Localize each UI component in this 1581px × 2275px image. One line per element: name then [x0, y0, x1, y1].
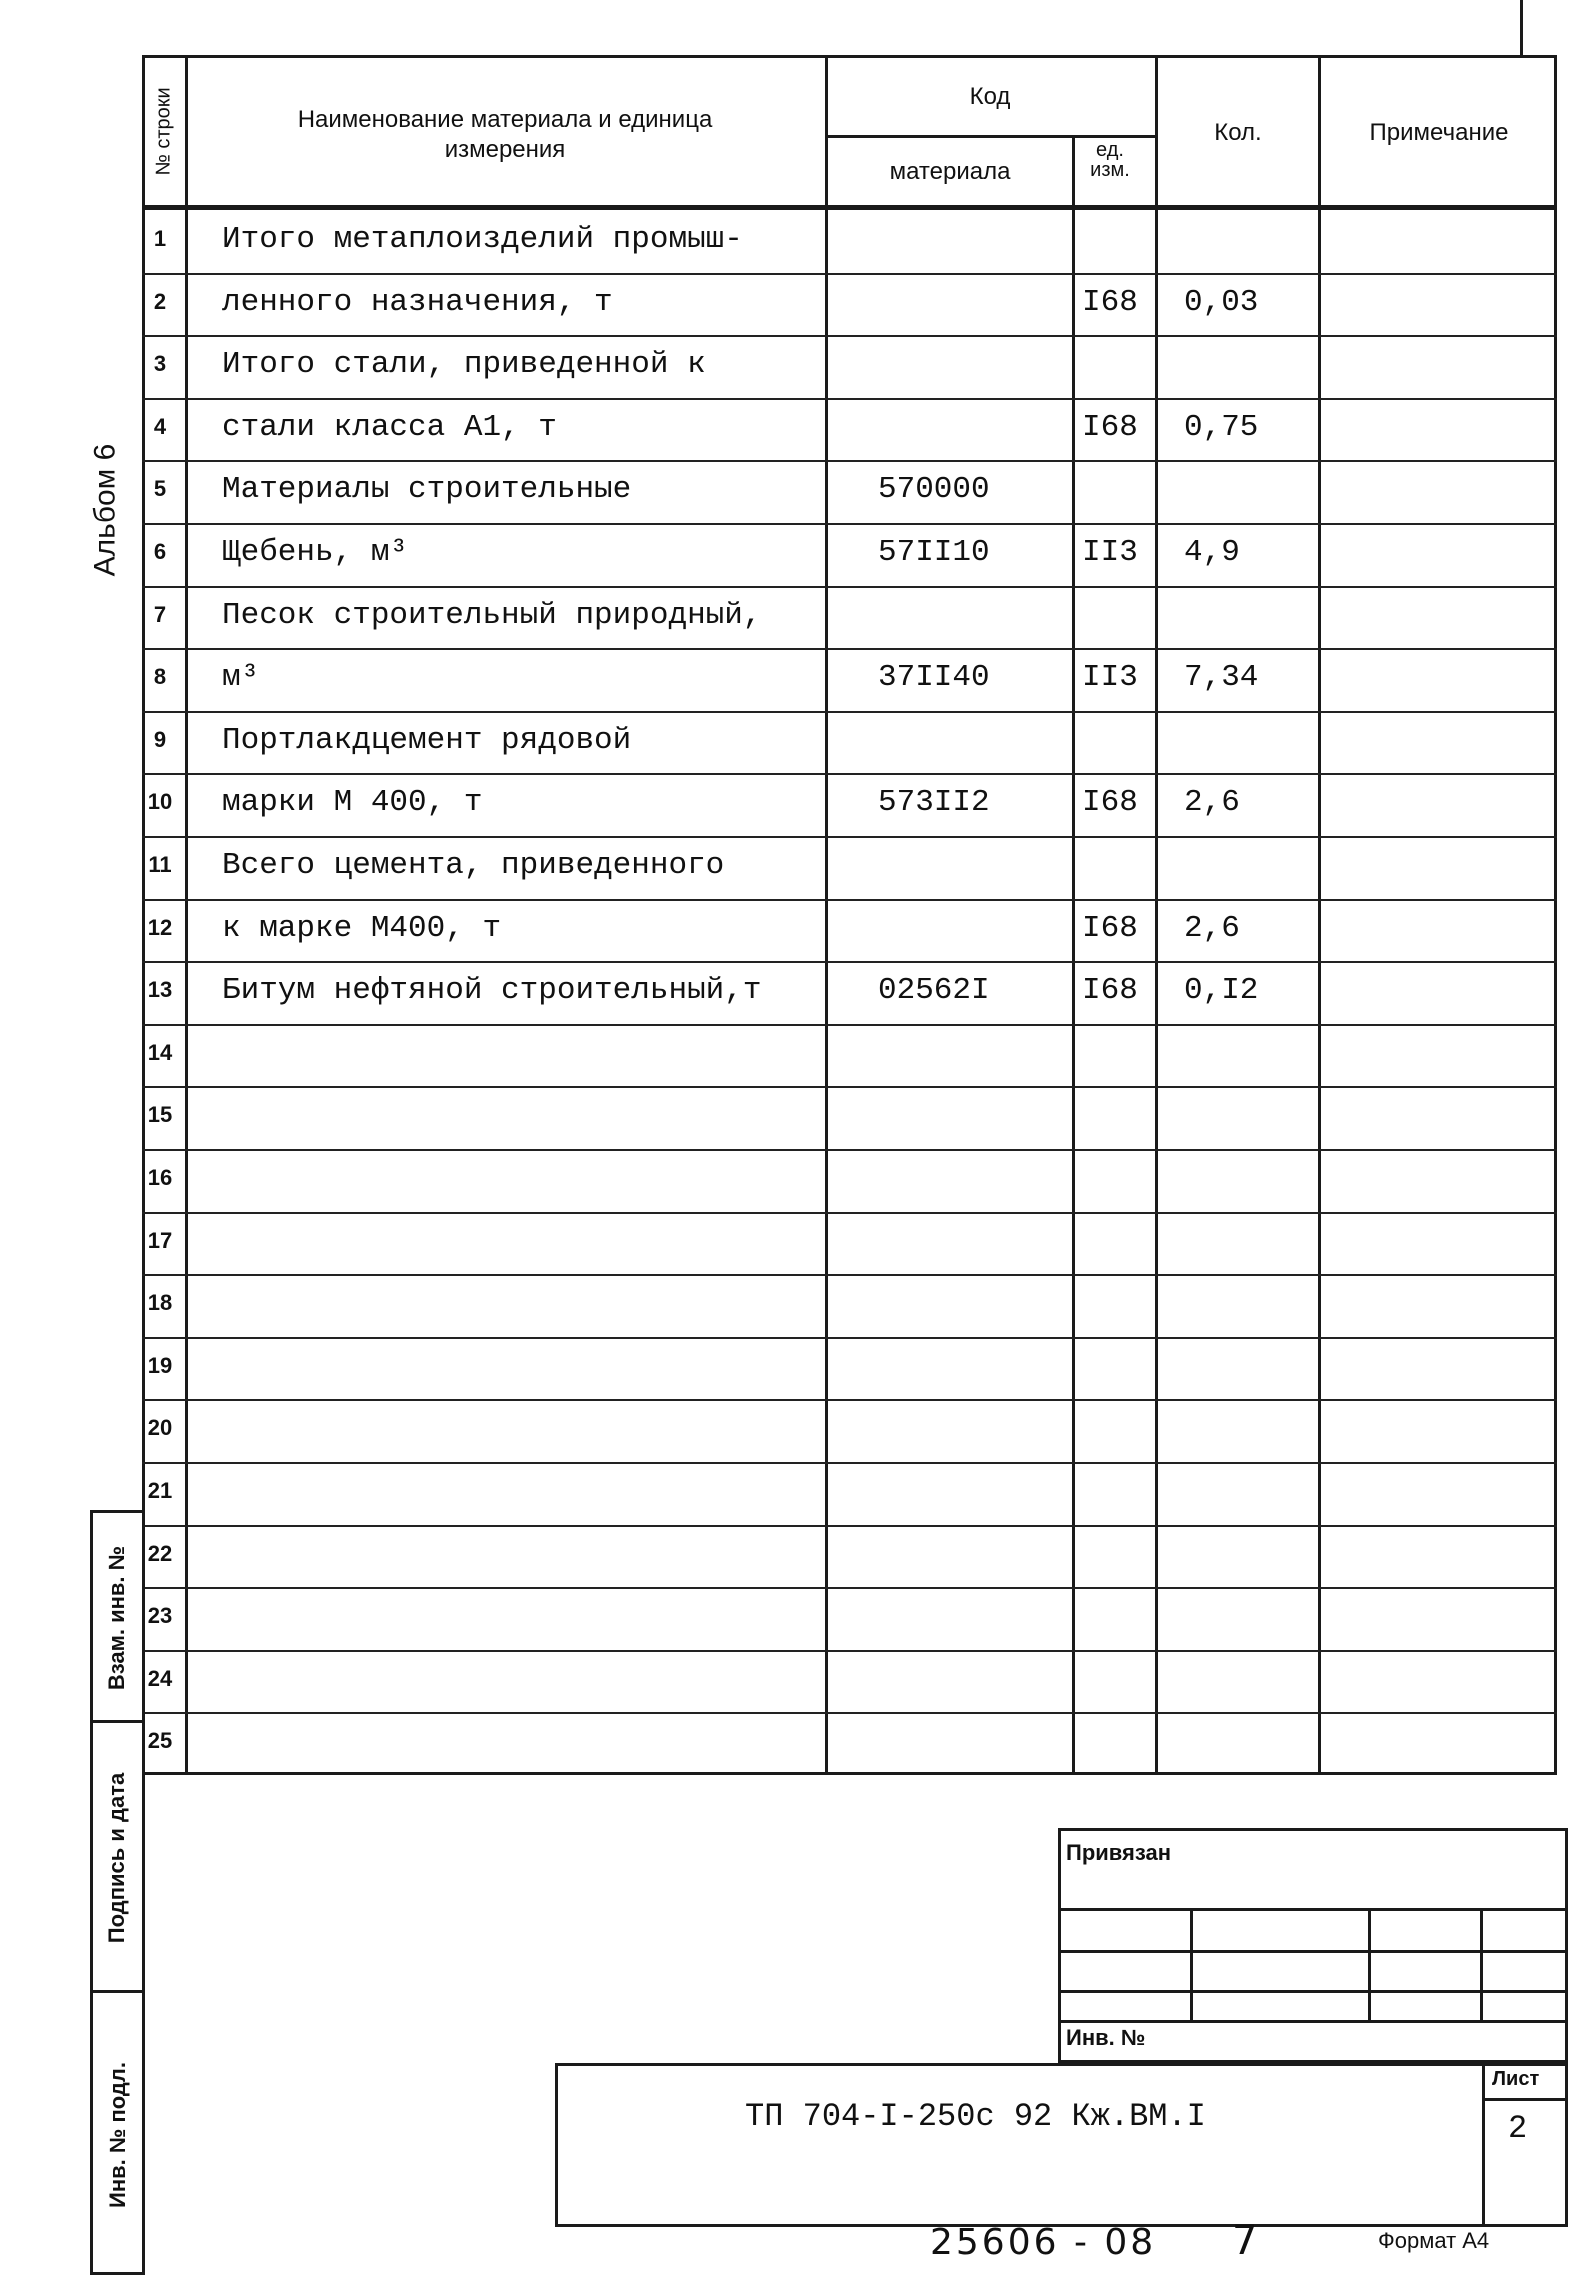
- cell-name: Битум нефтяной строительный,т: [222, 973, 762, 1009]
- cell-unit: II3: [1082, 660, 1138, 696]
- cell-unit: II3: [1082, 535, 1138, 570]
- cell-unit: I68: [1082, 910, 1138, 946]
- row-line: [142, 1086, 1557, 1088]
- cell-code: 37II40: [878, 660, 990, 696]
- footer-format: Формат А4: [1378, 2228, 1490, 2253]
- sheet-label-line: [1482, 2098, 1568, 2101]
- cell-unit: I68: [1082, 973, 1138, 1009]
- privyazan-line-4: [1058, 2020, 1568, 2023]
- row-number: 24: [147, 1665, 173, 1691]
- row-line: [142, 899, 1557, 901]
- row-number: 7: [153, 601, 167, 627]
- row-number: 2: [153, 288, 167, 314]
- side-inv-podl: [90, 1995, 145, 2275]
- row-number: 5: [153, 476, 167, 502]
- col-sep-unit: [1155, 55, 1158, 1775]
- row-line: [142, 836, 1557, 838]
- cell-name: Итого метаплоизделий промыш-: [222, 222, 743, 257]
- row-number: 21: [147, 1478, 173, 1503]
- cell-name: марки М 400, т: [222, 785, 483, 821]
- side-signature-date: [90, 1725, 145, 1990]
- header-code-material: материала: [889, 158, 1011, 185]
- side-inv-vzam-text: Взам. инв. №: [104, 1545, 130, 1690]
- row-line: [142, 1399, 1557, 1401]
- row-number: 10: [147, 789, 173, 815]
- row-number: 16: [147, 1165, 173, 1190]
- cell-code: 570000: [878, 472, 990, 508]
- cell-name: Всего цемента, приведенного: [222, 848, 725, 883]
- row-number: 11: [148, 852, 172, 877]
- row-number: 23: [147, 1603, 173, 1629]
- col-sep-rownum: [185, 55, 188, 1775]
- privyazan-col-2: [1368, 1908, 1371, 2020]
- row-number: 1: [153, 226, 167, 251]
- row-line: [142, 711, 1557, 713]
- row-number: 17: [147, 1227, 173, 1253]
- cell-name: Итого стали, приведенной к: [222, 347, 706, 383]
- row-line: [142, 773, 1557, 775]
- row-line: [142, 460, 1557, 462]
- cell-code: 573II2: [878, 785, 990, 821]
- side-inv-vzam: [90, 1515, 145, 1720]
- row-line: [142, 1525, 1557, 1527]
- row-number: 22: [147, 1540, 173, 1566]
- privyazan-line-3: [1058, 1990, 1568, 1993]
- cell-qty: 0,75: [1184, 409, 1259, 445]
- cell-qty: 7,34: [1184, 660, 1259, 696]
- col-sep-qty: [1318, 55, 1321, 1775]
- cell-unit: I68: [1082, 409, 1138, 445]
- side-inv-podl-text: Инв. № подл.: [104, 2062, 130, 2208]
- row-number: 14: [147, 1039, 173, 1065]
- row-line: [142, 1274, 1557, 1276]
- cell-name: м³: [222, 660, 260, 696]
- row-number: 25: [147, 1728, 173, 1754]
- header-bottom-line: [142, 205, 1557, 210]
- col-sep-name: [825, 55, 828, 1775]
- col-sep-code: [1072, 135, 1075, 1775]
- album-label: [75, 410, 135, 610]
- cell-code: 02562I: [878, 973, 990, 1009]
- cell-unit: I68: [1082, 284, 1138, 320]
- header-row-number-label: № строки: [152, 86, 175, 176]
- row-line: [142, 1149, 1557, 1151]
- row-number: 20: [147, 1415, 173, 1441]
- row-number: 13: [147, 977, 173, 1003]
- header-name: Наименование материала и единица измерения: [297, 106, 713, 163]
- privyazan-line-1: [1058, 1908, 1568, 1911]
- inv-no-label: Инв. №: [1066, 2025, 1146, 2050]
- row-line: [142, 1024, 1557, 1026]
- side-sep-2: [90, 1990, 145, 1993]
- header-code: Код: [969, 83, 1011, 110]
- footer-page: 7: [1232, 2218, 1258, 2264]
- cell-name: ленного назначения, т: [222, 284, 613, 320]
- row-line: [142, 1462, 1557, 1464]
- cell-code: 57II10: [878, 535, 990, 570]
- row-line: [142, 1587, 1557, 1589]
- footer-number: 25606 - 08: [930, 2222, 1157, 2263]
- side-sep-1: [90, 1720, 145, 1723]
- row-line: [142, 648, 1557, 650]
- header-note: Примечание: [1369, 119, 1509, 146]
- row-number: 18: [147, 1290, 173, 1316]
- row-line: [142, 961, 1557, 963]
- cell-name: Материалы строительные: [222, 472, 632, 508]
- row-number: 4: [153, 413, 167, 439]
- doc-code: ТП 704-I-250с 92 Кж.ВМ.I: [745, 2098, 1206, 2135]
- row-number: 3: [153, 351, 167, 377]
- cell-unit: I68: [1082, 785, 1138, 821]
- code-subheader-line: [825, 135, 1155, 138]
- cell-name: Щебень, м³: [222, 535, 409, 570]
- row-line: [142, 335, 1557, 337]
- row-number: 9: [153, 726, 167, 752]
- left-border-lower: [142, 1775, 145, 2275]
- privyazan-line-2: [1058, 1950, 1568, 1953]
- cell-name: стали класса А1, т: [222, 409, 557, 445]
- row-number: 19: [147, 1352, 173, 1378]
- header-code-unit: ед. изм.: [1090, 139, 1130, 181]
- cell-qty: 4,9: [1184, 535, 1240, 570]
- row-line: [142, 1337, 1557, 1339]
- row-line: [142, 1712, 1557, 1714]
- album-text: Альбом 6: [88, 443, 121, 577]
- header-qty: Кол.: [1214, 119, 1262, 146]
- row-number: 15: [147, 1102, 173, 1128]
- cell-name: Песок строительный природный,: [222, 597, 762, 633]
- row-line: [142, 1650, 1557, 1652]
- cell-qty: 0,03: [1184, 284, 1259, 320]
- corner-mark: [1520, 0, 1523, 55]
- row-number: 6: [153, 539, 167, 564]
- cell-name: к марке М400, т: [222, 910, 502, 946]
- side-signature-date-text: Подпись и дата: [104, 1772, 130, 1943]
- row-line: [142, 273, 1557, 275]
- privyazan-col-3: [1480, 1908, 1483, 2020]
- title-block-sep: [1482, 2063, 1485, 2227]
- header-row-number: [143, 57, 185, 205]
- row-line: [142, 1212, 1557, 1214]
- sheet-label: Лист: [1492, 2068, 1540, 2090]
- cell-qty: 2,6: [1184, 785, 1240, 821]
- title-block: [555, 2063, 1568, 2227]
- cell-name: Портлакдцемент рядовой: [222, 722, 632, 758]
- privyazan-col-1: [1190, 1908, 1193, 2020]
- row-line: [142, 586, 1557, 588]
- row-number: 12: [147, 914, 173, 940]
- cell-qty: 2,6: [1184, 910, 1240, 946]
- row-line: [142, 398, 1557, 400]
- sheet-number: 2: [1508, 2110, 1528, 2147]
- privyazan-label: Привязан: [1066, 1840, 1172, 1865]
- cell-qty: 0,I2: [1184, 973, 1259, 1009]
- row-line: [142, 523, 1557, 525]
- row-number: 8: [153, 664, 167, 690]
